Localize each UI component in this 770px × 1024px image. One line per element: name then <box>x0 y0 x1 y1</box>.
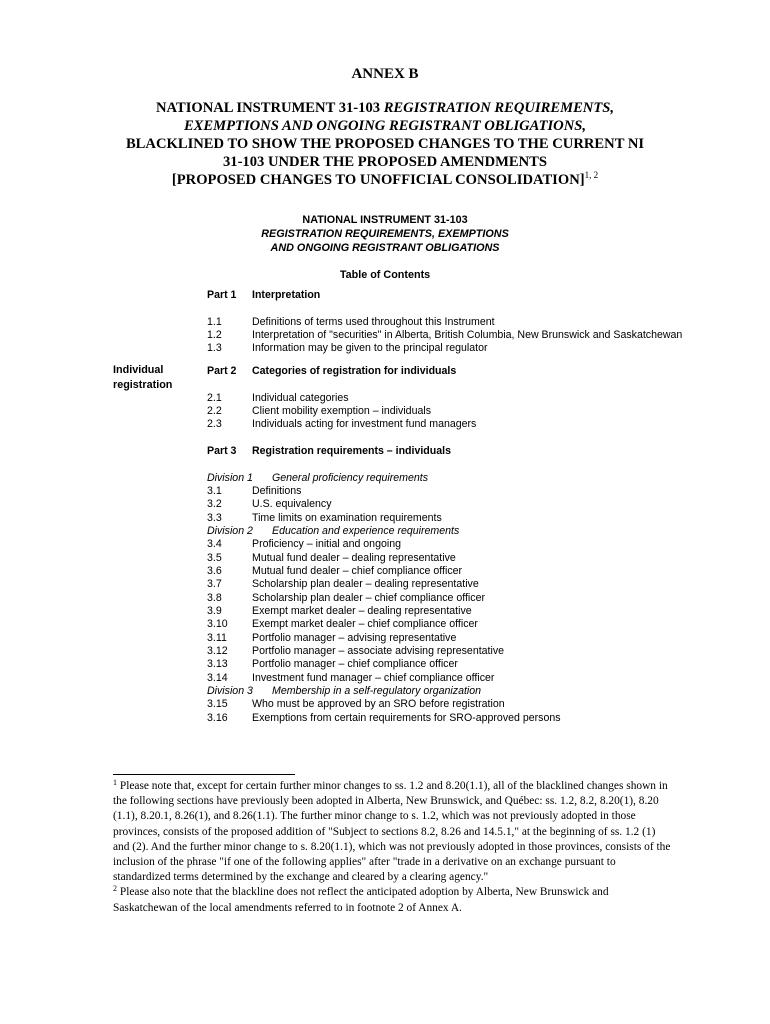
footnote-1: $^1$ Please note that, except for certain further minor changes to ss. 1.2 and 8.20(1.1), all of the blacklined changes shown in the following sections have previously been adopted in Alberta, New Brunswick, and Québec: ss. 1.2, 8.2, 8.20(1), 8.20 (1.1), 8.20.1, 8.26(1), and 8.26(1.1). The further minor change to s. 1.2, which was not previously adopted in those provinces, consists of the proposed addition of "Subject to sections 8.2, 8.26 and 14.5.1," at the beginning of ss. 1.2 (1) and (2). And the further minor change to s. 8.20(1.1), which was not previously adopted in those provinces, consists of the inclusion of the phrase "if one of the following applies" after "trade in a derivative on an exchange pursuant to standardized terms determined by the exchange and cleared by a clearing agency." <box>113 778 671 884</box>
title-line-3: BLACKLINED TO SHOW THE PROPOSED CHANGES TO THE CURRENT NI <box>125 136 645 152</box>
annex-title: ANNEX B <box>351 66 419 82</box>
title-line-4: 31-103 UNDER THE PROPOSED AMENDMENTS <box>222 154 548 170</box>
footnote-2: $^2$ Please also note that the blackline does not reflect the anticipated adoption by Alberta, New Brunswick and Saskatchewan of the local amendments referred to in footnote 2 of Annex A. <box>113 884 609 914</box>
margin-note: Individual registration <box>113 364 173 391</box>
title-line-5: [PROPOSED CHANGES TO UNOFFICIAL CONSOLIDATION]$^{1, 2}$ <box>171 170 599 188</box>
instrument-title: NATIONAL INSTRUMENT 31-103 REGISTRATION REQUIREMENTS, EXEMPTIONS AND ONGOING REGISTRANT OBLIGATIONS <box>261 214 509 254</box>
footnote-refs: 1, 2 <box>584 170 599 180</box>
toc-heading: Table of Contents <box>339 269 431 281</box>
footnote-separator <box>113 774 295 775</box>
title-line-2: EXEMPTIONS AND ONGOING REGISTRANT OBLIGATIONS, <box>183 118 587 134</box>
footnotes <box>113 779 673 916</box>
title-line-1: NATIONAL INSTRUMENT 31-103 REGISTRATION REQUIREMENTS, <box>155 100 615 116</box>
document-title <box>0 99 770 189</box>
